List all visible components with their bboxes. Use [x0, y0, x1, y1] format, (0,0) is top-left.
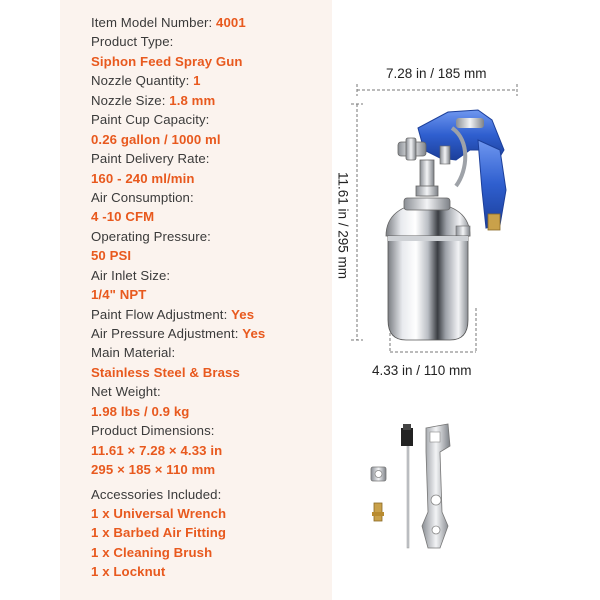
locknut — [371, 467, 386, 481]
spec-nozzle-size — [91, 91, 331, 110]
nozzle-assembly — [398, 128, 465, 186]
cup-lid — [386, 198, 470, 236]
depth-dimension-label: 4.33 in / 110 mm — [372, 363, 472, 378]
spec-value: 295 × 185 × 110 mm — [91, 462, 216, 478]
height-dimension-label: 11.61 in / 295 mm — [335, 171, 351, 280]
spec-material-value — [91, 363, 331, 382]
spec-value: 11.61 × 7.28 × 4.33 in — [91, 442, 223, 458]
spec-weight — [91, 382, 331, 401]
spec-label: Operating Pressure: — [91, 228, 211, 244]
spec-product-type-value — [91, 52, 331, 71]
spec-list — [91, 13, 331, 582]
spec-value: 0.26 gallon / 1000 ml — [91, 131, 221, 147]
spec-label: Paint Delivery Rate: — [91, 151, 210, 167]
accessory-item — [91, 523, 331, 542]
spec-nozzle-qty — [91, 71, 331, 90]
width-dimension-label: 7.28 in / 185 mm — [386, 66, 487, 81]
spec-product-type — [91, 32, 331, 51]
cup-stem — [416, 160, 438, 196]
spec-delivery-rate — [91, 149, 331, 168]
universal-wrench — [422, 424, 450, 548]
spec-model — [91, 13, 331, 32]
spec-label: Nozzle Size: — [91, 92, 170, 108]
spec-value: 160 - 240 ml/min — [91, 170, 195, 186]
spec-label: Net Weight: — [91, 384, 161, 400]
accessory-label: 1 x Locknut — [91, 564, 166, 580]
spec-dimensions-in — [91, 441, 331, 460]
spec-air-consumption — [91, 188, 331, 207]
spec-label: Paint Cup Capacity: — [91, 112, 210, 128]
accessory-item — [91, 504, 331, 523]
height-dimension-line — [351, 104, 363, 340]
accessory-item — [91, 543, 331, 562]
spec-dimensions-mm — [91, 460, 331, 479]
spec-label: Item Model Number: — [91, 15, 217, 30]
barbed-air-fitting — [372, 503, 384, 521]
spec-operating-pressure — [91, 227, 331, 246]
paint-cup — [388, 236, 468, 340]
spec-label: Paint Flow Adjustment: — [91, 306, 232, 322]
spec-value: 1.98 lbs / 0.9 kg — [91, 403, 190, 419]
spec-delivery-rate-value — [91, 169, 331, 188]
spec-label: Air Pressure Adjustment: — [91, 326, 243, 341]
spec-air-pressure-adj — [91, 324, 331, 343]
spec-value: 4001 — [216, 15, 246, 30]
spec-value: Yes — [231, 306, 255, 322]
spray-gun-body — [418, 110, 506, 230]
accessory-item — [91, 562, 331, 581]
spec-label: Main Material: — [91, 345, 176, 361]
spec-label: Product Type: — [91, 34, 174, 50]
spec-weight-value — [91, 402, 331, 421]
accessories-heading — [91, 485, 331, 504]
spec-label: Nozzle Quantity: — [91, 73, 194, 89]
width-dimension-line — [357, 84, 517, 96]
spec-dimensions — [91, 421, 331, 440]
accessory-label: 1 x Barbed Air Fitting — [91, 525, 227, 541]
spec-cup-capacity-value — [91, 130, 331, 149]
spec-air-inlet — [91, 266, 331, 285]
spec-value: 50 PSI — [91, 248, 132, 264]
spec-value: Siphon Feed Spray Gun — [91, 53, 243, 69]
spec-label: Product Dimensions: — [91, 423, 215, 439]
spec-value: 4 -10 CFM — [91, 209, 155, 225]
spec-value: 1/4" NPT — [91, 287, 147, 303]
spec-operating-pressure-value — [91, 246, 331, 265]
depth-dimension-line — [390, 308, 476, 352]
spec-material — [91, 343, 331, 362]
cleaning-brush — [401, 424, 413, 548]
spec-value: Yes — [242, 326, 266, 341]
spec-value: Stainless Steel & Brass — [91, 364, 240, 380]
accessories-heading-label: Accessories Included: — [91, 486, 222, 502]
accessory-label: 1 x Cleaning Brush — [91, 544, 213, 560]
spec-label: Air Inlet Size: — [91, 267, 171, 283]
spec-paint-flow — [91, 305, 331, 324]
accessory-label: 1 x Universal Wrench — [91, 505, 227, 521]
spec-air-inlet-value — [91, 285, 331, 304]
spec-air-consumption-value — [91, 207, 331, 226]
spec-label: Air Consumption: — [91, 189, 194, 205]
spec-value: 1.8 mm — [169, 92, 216, 108]
spec-value: 1 — [193, 73, 201, 89]
spec-cup-capacity — [91, 110, 331, 129]
